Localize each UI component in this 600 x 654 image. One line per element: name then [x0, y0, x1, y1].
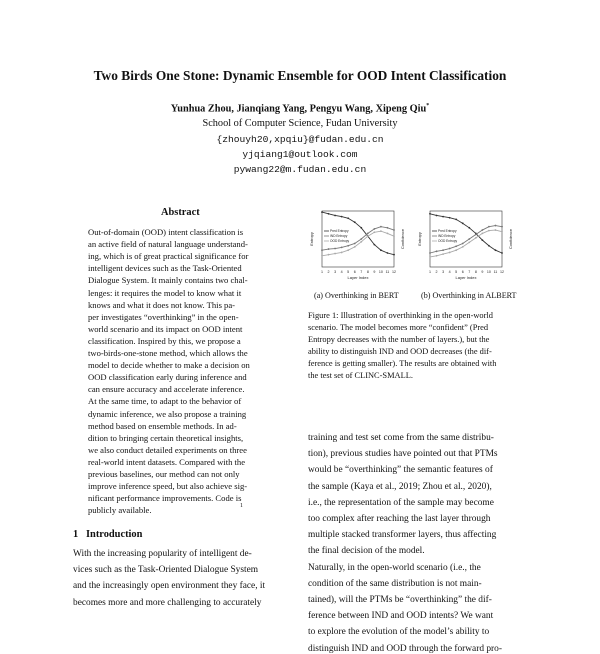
data-point	[334, 215, 336, 217]
paper-title: Two Birds One Stone: Dynamic Ensemble for OOD Intent Classification	[93, 68, 507, 83]
abstract-line: lenges: it requires the model to know what it	[88, 287, 242, 298]
data-point	[393, 235, 395, 237]
caption-line: the test set of CLINC-SMALL.	[308, 371, 413, 380]
data-point	[347, 249, 349, 251]
x-tick-label: 5	[455, 270, 458, 274]
subcaption-b: (b) Overthinking in ALBERT	[421, 291, 517, 300]
abstract-line: we also conduct detailed experiments on three	[88, 444, 247, 455]
abstract-line: Out-of-domain (OOD) intent classification is	[88, 227, 244, 237]
data-point	[455, 219, 457, 221]
x-tick-label: 1	[429, 270, 431, 274]
x-tick-label: 6	[461, 270, 464, 274]
data-point	[495, 225, 497, 227]
email-line-1: {zhouyh20,xpqiu}@fudan.edu.cn	[216, 134, 384, 145]
data-point	[436, 250, 438, 252]
data-point	[367, 233, 369, 235]
y-axis-label-left: Entropy	[417, 232, 422, 246]
intro-heading-number: 1	[73, 529, 79, 540]
data-point	[501, 226, 503, 228]
data-point	[442, 249, 444, 251]
body-line: to explore the evolution of the model’s ability to	[308, 627, 490, 638]
caption-line: ability to distinguish IND and OOD decreases (the dif-	[308, 347, 492, 356]
data-point	[341, 247, 343, 249]
body-line: multiple stacked transformer layers, thus affecting	[308, 530, 497, 541]
data-point	[347, 217, 349, 219]
intro-line: and the increasingly open environment they face, it	[73, 581, 266, 592]
data-point	[334, 248, 336, 250]
abstract-line: per investigates “overthinking” in the open-	[88, 311, 239, 322]
caption-line: Figure 1: Illustration of overthinking in the open-world	[308, 311, 493, 320]
data-point	[360, 227, 362, 229]
intro-heading-text: Introduction	[86, 529, 143, 540]
abstract-line: Dialogue System. It mainly contains two chal-	[88, 275, 248, 286]
data-point	[328, 254, 330, 256]
y-axis-label-right: Confidence	[508, 228, 513, 250]
data-point	[449, 252, 451, 254]
data-point	[367, 235, 369, 237]
x-tick-label: 6	[353, 270, 356, 274]
data-point	[468, 241, 470, 243]
body-line: too complex after reaching the last layer through	[308, 514, 491, 524]
data-point	[321, 255, 323, 257]
abstract-line: world scenario and its impact on OOD intent	[88, 323, 243, 334]
data-point	[495, 249, 497, 251]
data-point	[373, 231, 375, 233]
y-axis-label-right: Confidence	[400, 228, 405, 250]
abstract-line: publicly available.	[88, 505, 152, 516]
abstract-line: real-world intent datasets. Compared with the	[88, 456, 246, 467]
legend-label: OOD Entropy	[330, 239, 350, 244]
caption-line: scenario. The model becomes more “confident” (Pred	[308, 323, 489, 332]
legend-label: IND Entropy	[438, 234, 456, 239]
data-point	[462, 246, 464, 248]
data-point	[442, 253, 444, 255]
data-point	[341, 216, 343, 218]
x-tick-label: 10	[486, 270, 491, 274]
abstract-line: improve inference speed, but also achieve sig-	[88, 481, 248, 492]
data-point	[468, 227, 470, 229]
abstract-line: dition to bringing certain theoretical insights,	[88, 432, 244, 443]
data-point	[488, 230, 490, 232]
legend-label: IND Entropy	[330, 234, 348, 239]
data-point	[481, 239, 483, 241]
data-point	[442, 216, 444, 218]
author-list	[0, 103, 600, 114]
data-point	[449, 217, 451, 219]
body-line: the final decision of the model.	[308, 546, 425, 557]
data-point	[455, 249, 457, 251]
x-tick-label: 12	[500, 270, 504, 274]
email-line-3: pywang22@m.fudan.edu.cn	[233, 164, 367, 175]
x-tick-label: 11	[385, 270, 390, 274]
data-point	[449, 248, 451, 250]
authors-text: Yunhua Zhou, Jianqiang Yang, Pengyu Wang, Xipeng Qiu	[170, 103, 427, 115]
data-point	[393, 229, 395, 231]
body-line: the sample (Kaya et al., 2019; Zhou et al., 2020),	[308, 481, 492, 492]
x-tick-label: 10	[378, 270, 383, 274]
data-point	[475, 237, 477, 239]
data-point	[488, 245, 490, 247]
abstract-line: two-birds-one-stone method, which allows the	[88, 348, 248, 358]
data-point	[380, 226, 382, 228]
x-tick-label: 12	[392, 270, 396, 274]
abstract-line: OOD classification early during inference and	[88, 372, 247, 383]
caption-line: ference is getting smaller). The results are obtained with	[308, 359, 497, 368]
author-mark: *	[426, 103, 430, 109]
abstract-line: an active field of natural language understand-	[88, 239, 248, 250]
x-tick-label: 8	[474, 270, 477, 274]
footnote-mark: 1	[240, 503, 243, 510]
data-point	[380, 230, 382, 232]
abstract-line: nificant performance improvements. Code is	[88, 493, 242, 504]
x-tick-label: 8	[366, 270, 369, 274]
data-point	[455, 245, 457, 247]
abstract-line: intelligent devices such as the Task-Oriented	[88, 263, 242, 274]
body-line: i.e., the representation of the sample may become	[308, 497, 494, 508]
data-point	[373, 244, 375, 246]
body-line: tained), will the PTMs be “overthinking” the dif-	[308, 595, 492, 605]
x-tick-label: 11	[493, 270, 498, 274]
data-point	[393, 254, 395, 256]
data-point	[387, 233, 389, 235]
x-tick-label: 9	[373, 270, 376, 274]
data-point	[468, 238, 470, 240]
x-tick-label: 5	[347, 270, 350, 274]
data-point	[334, 253, 336, 255]
data-point	[429, 213, 431, 215]
abstract-line: method based on ensemble methods. In ad-	[88, 420, 237, 431]
x-tick-label: 3	[442, 270, 445, 274]
data-point	[321, 211, 323, 213]
data-point	[501, 252, 503, 254]
chart-albert	[416, 205, 526, 285]
y-axis-label-left: Entropy	[309, 232, 314, 246]
x-tick-label: 2	[327, 270, 330, 274]
data-point	[354, 221, 356, 223]
caption-line: Entropy decreases with the number of layers.), but the	[308, 335, 490, 344]
data-point	[475, 234, 477, 236]
data-point	[436, 215, 438, 217]
data-point	[354, 246, 356, 248]
data-point	[387, 227, 389, 229]
data-point	[341, 252, 343, 254]
data-point	[380, 249, 382, 251]
data-point	[354, 243, 356, 245]
x-axis-label: Layer Index	[455, 275, 477, 280]
abstract-line: model to decide whether to make a decision on	[88, 360, 250, 371]
x-tick-label: 9	[481, 270, 484, 274]
body-line: distinguish IND and OOD through the forward pro-	[308, 643, 502, 654]
body-line: ference between IND and OOD intents? We want	[308, 611, 494, 622]
abstract-heading: Abstract	[161, 207, 200, 218]
legend-label: OOD Entropy	[438, 239, 458, 244]
abstract-line: knows and what it does not know. This pa-	[88, 299, 236, 310]
data-point	[321, 249, 323, 251]
legend-label: Pred Entropy	[438, 229, 457, 234]
x-tick-label: 4	[448, 270, 451, 274]
data-point	[481, 229, 483, 231]
body-line: tion), previous studies have pointed out that PTMs	[308, 449, 498, 460]
subcaption-a: (a) Overthinking in BERT	[314, 291, 399, 300]
data-point	[462, 222, 464, 224]
data-point	[360, 241, 362, 243]
x-tick-label: 2	[435, 270, 438, 274]
data-point	[462, 243, 464, 245]
intro-line: vices such as the Task-Oriented Dialogue System	[73, 565, 259, 576]
data-point	[347, 245, 349, 247]
abstract-line: classification. Inspired by this, we propose a	[88, 335, 241, 346]
x-tick-label: 1	[321, 270, 323, 274]
data-point	[429, 256, 431, 258]
abstract-line: previous baselines, our method can not only	[88, 469, 240, 479]
body-line: would be “overthinking” the semantic features of	[308, 465, 493, 476]
x-tick-label: 7	[468, 270, 471, 274]
email-line-2: yjqiang1@outlook.com	[242, 149, 358, 160]
intro-line: becomes more and more challenging to accurately	[73, 597, 262, 608]
abstract-line: At the same time, to adapt to the behavior of	[88, 396, 242, 407]
data-point	[501, 231, 503, 233]
body-line: Naturally, in the open-world scenario (i.e., the	[308, 562, 481, 573]
legend-label: Pred Entropy	[330, 229, 349, 234]
intro-line: With the increasing popularity of intelligent de-	[73, 549, 252, 559]
data-point	[328, 248, 330, 250]
data-point	[495, 229, 497, 231]
x-tick-label: 4	[340, 270, 343, 274]
data-point	[436, 255, 438, 257]
x-tick-label: 7	[360, 270, 363, 274]
x-axis-label: Layer Index	[347, 275, 369, 280]
data-point	[328, 213, 330, 215]
body-line: condition of the same distribution is not main-	[308, 578, 482, 589]
abstract-line: ing, which is of great practical significance for	[88, 251, 249, 262]
x-tick-label: 3	[334, 270, 337, 274]
abstract-line: dynamic inference, we also propose a training	[88, 408, 247, 419]
data-point	[429, 252, 431, 254]
data-point	[360, 238, 362, 240]
body-line: training and test set come from the same distribu-	[308, 433, 494, 443]
data-point	[373, 228, 375, 230]
data-point	[481, 233, 483, 235]
chart-bert	[308, 205, 418, 285]
data-point	[488, 226, 490, 228]
intro-heading	[73, 529, 142, 540]
data-point	[387, 252, 389, 254]
affiliation: School of Computer Science, Fudan University	[202, 118, 398, 129]
abstract-line: can ensure accuracy and accelerate inference.	[88, 384, 245, 395]
